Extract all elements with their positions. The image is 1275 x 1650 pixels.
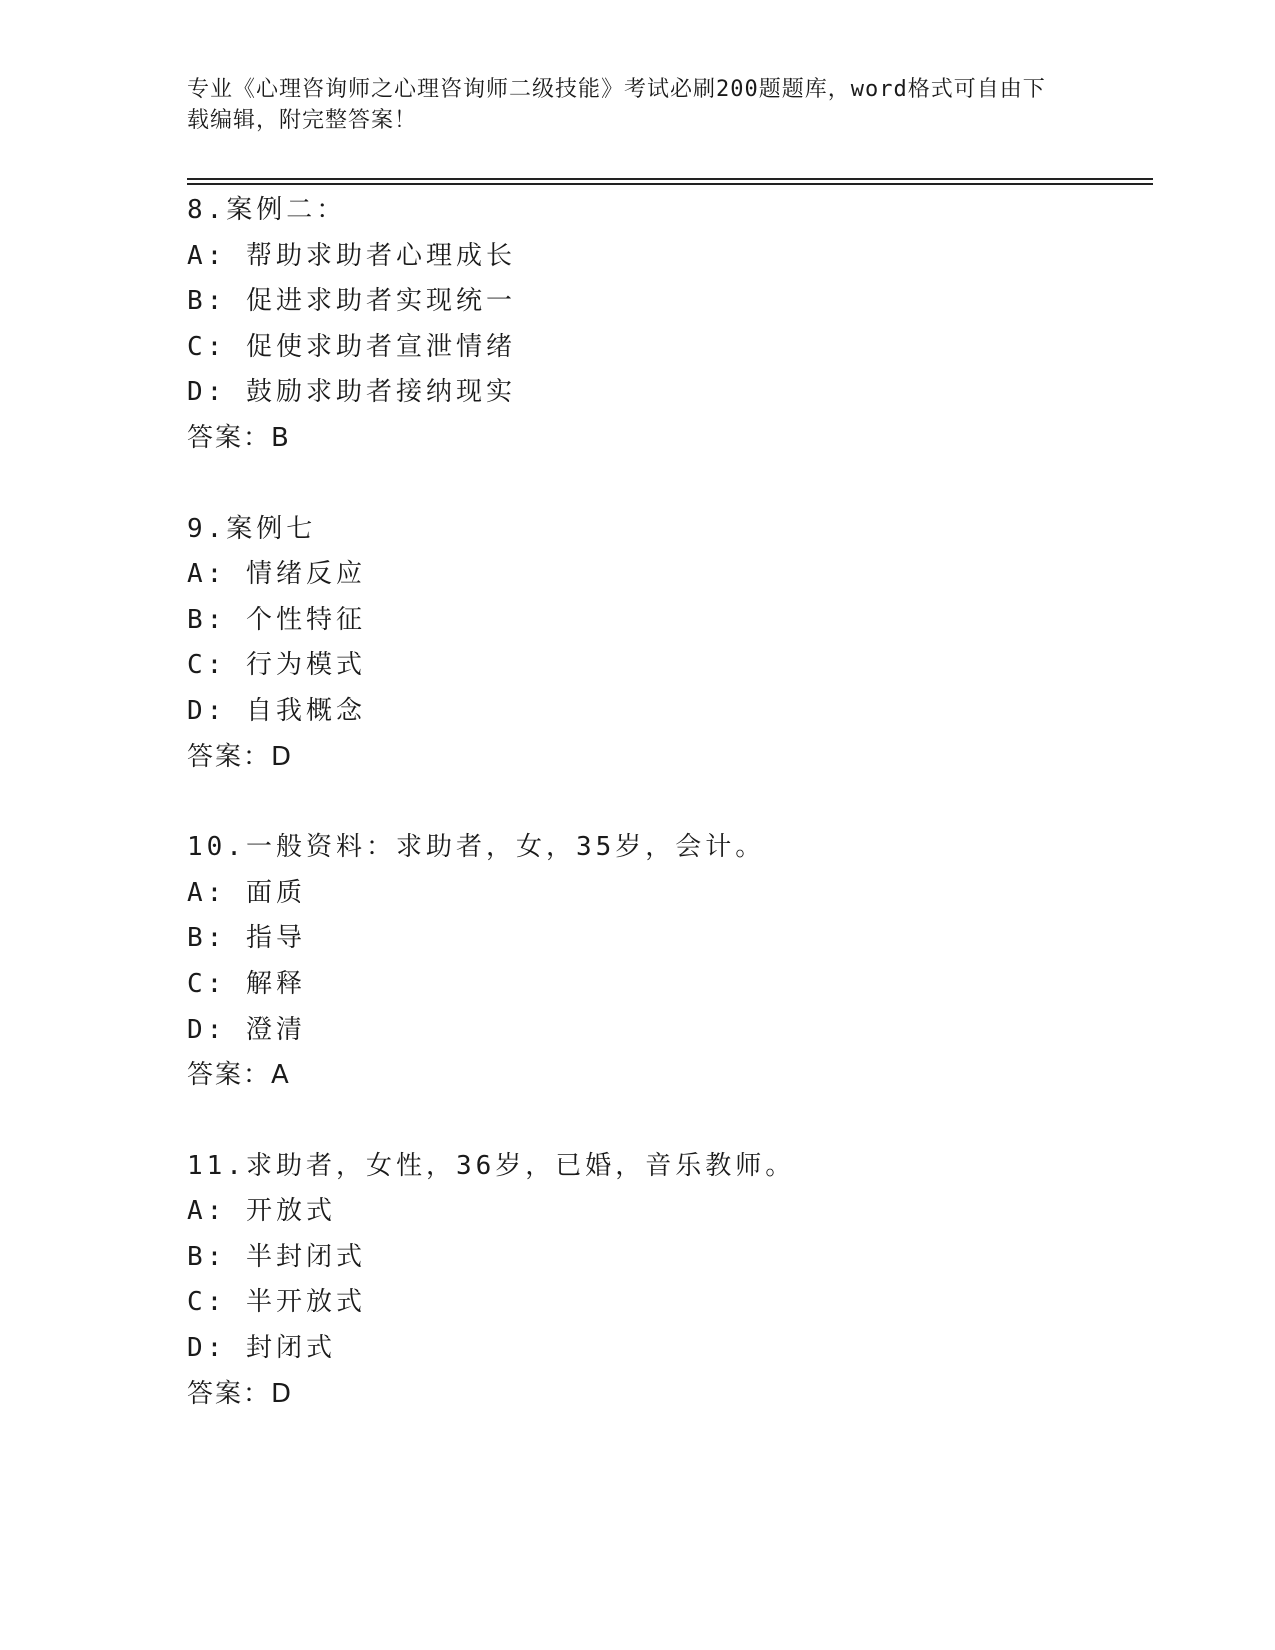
option-b: B: 促进求助者实现统一 <box>187 286 516 317</box>
option-c: C: 半开放式 <box>187 1287 366 1318</box>
option-d: D: 封闭式 <box>187 1333 336 1364</box>
option-d: D: 自我概念 <box>187 695 366 726</box>
option-b: B: 个性特征 <box>187 604 366 635</box>
question-stem: 8.案例二： <box>187 195 347 225</box>
answer-line: 答案：D <box>187 741 294 772</box>
question-10 <box>187 825 1147 1099</box>
option-a: A: 情绪反应 <box>187 559 366 590</box>
document-header: 专业《心理咨询师之心理咨询师二级技能》考试必刷200题题库，word格式可自由下载编辑，附完整答案！ <box>187 77 1046 133</box>
option-a: A: 面质 <box>187 877 306 908</box>
answer-line: 答案：A <box>187 1060 291 1091</box>
answer-line: 答案：D <box>187 1378 294 1409</box>
option-d: D: 澄清 <box>187 1014 306 1045</box>
option-d: D: 鼓励求助者接纳现实 <box>187 377 516 408</box>
option-b: B: 半封闭式 <box>187 1241 366 1272</box>
option-c: C: 促使求助者宣泄情绪 <box>187 331 516 362</box>
question-list <box>187 188 1147 1462</box>
header-divider-bottom <box>187 183 1153 185</box>
option-a: A: 帮助求助者心理成长 <box>187 240 516 271</box>
option-c: C: 行为模式 <box>187 650 366 681</box>
question-8 <box>187 188 1147 462</box>
question-stem: 9.案例七 <box>187 513 317 544</box>
question-stem: 10.一般资料：求助者，女，35岁，会计。 <box>187 832 766 863</box>
option-b: B: 指导 <box>187 923 306 954</box>
answer-line: 答案：B <box>187 422 291 453</box>
question-9 <box>187 507 1147 781</box>
question-stem: 11.求助者，女性，36岁，已婚，音乐教师。 <box>187 1150 796 1181</box>
header-divider-top <box>187 178 1153 180</box>
option-c: C: 解释 <box>187 968 306 999</box>
option-a: A: 开放式 <box>187 1196 336 1227</box>
question-11 <box>187 1144 1147 1418</box>
